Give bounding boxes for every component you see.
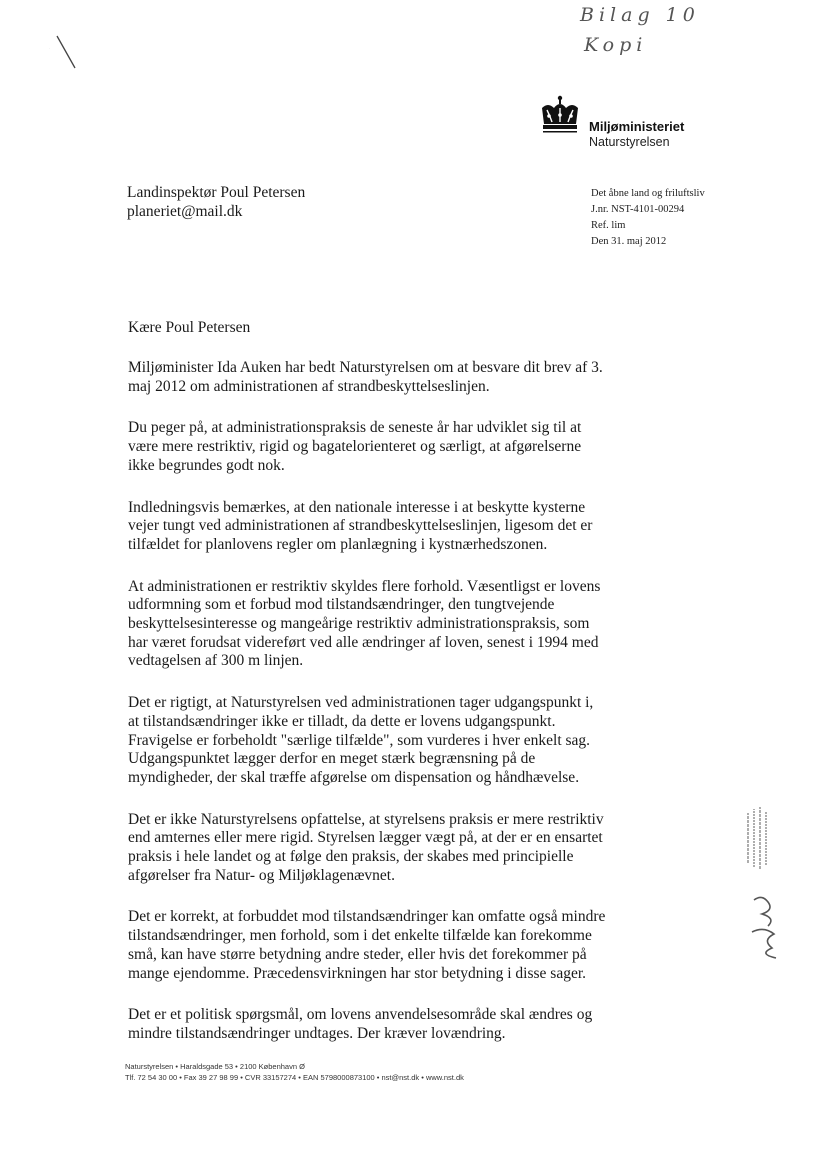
- agency-name: Naturstyrelsen: [589, 135, 670, 149]
- stamp-icon: [742, 805, 770, 871]
- scan-mark-icon: [49, 32, 81, 72]
- footer-contact: Tlf. 72 54 30 00 • Fax 39 27 98 99 • CVR 33157274 • EAN 5798000873100 • nst@nst.dk • www.nst.dk: [125, 1073, 464, 1082]
- paragraph: Miljøminister Ida Auken har bedt Naturstyrelsen om at besvare dit brev af 3. maj 2012 om administrationen af strandbeskyttelseslinjen.: [128, 359, 603, 395]
- handwritten-signature-icon: [748, 892, 782, 962]
- ministry-name: Miljøministeriet: [589, 119, 685, 134]
- handwritten-annotation-line2: Kopi: [584, 34, 648, 56]
- recipient-block: [127, 183, 305, 221]
- recipient-email: planeriet@mail.dk: [127, 203, 243, 220]
- journal-number: J.nr. NST-4101-00294: [591, 204, 685, 215]
- letter-date: Den 31. maj 2012: [591, 236, 667, 247]
- paragraph: Det er korrekt, at forbuddet mod tilstandsændringer kan omfatte også mindre tilstandsændringer, men forhold, som i det enkelte tilfælde kan forekomme små, kan have større betydning andre steder, eller hvis det forekommer på mange ejendomme. Præcedensvirkningen har stor betydning i disse sager.: [128, 908, 606, 982]
- department: Det åbne land og friluftsliv: [591, 188, 705, 199]
- handwritten-annotation-line1: Bilag 10: [580, 4, 700, 26]
- letter-meta: [591, 186, 705, 250]
- paragraph: At administrationen er restriktiv skyldes flere forhold. Væsentligst er lovens udformning som et forbud mod tilstandsændringer, den tungtvejende beskyttelsesinteresse og mangeårige restriktiv administrationspraksis, som har været forudsat videreført ved alle ændringer af loven, senest i 1994 med vedtagelsen af 300 m linjen.: [128, 577, 601, 670]
- paragraph: Det er rigtigt, at Naturstyrelsen ved administrationen tager udgangspunkt i, at tilstandsændringer ikke er tilladt, da dette er lovens udgangspunkt. Fravigelse er forbeholdt "særlige tilfælde", som vurderes i hver enkelt sag. Udgangspunktet lægger derfor en meget stærk begrænsning på de myndigheder, der skal træffe afgørelse om dispensation og håndhævelse.: [128, 694, 594, 786]
- salutation: Kære Poul Petersen: [128, 319, 251, 336]
- paragraph: Det er ikke Naturstyrelsens opfattelse, at styrelsens praksis er mere restriktiv end amternes eller mere rigid. Styrelsen lægger vægt på, at der er en ensartet praksis i hele landet og at følge den praksis, der skabes med principielle afgørelser fra Natur- og Miljøklagenævnet.: [128, 810, 604, 884]
- paragraph: Det er et politisk spørgsmål, om lovens anvendelsesområde skal ændres og mindre tilstandsændringer undtages. Der kræver lovændring.: [128, 1006, 593, 1042]
- reference: Ref. lim: [591, 220, 626, 231]
- footer-address: Naturstyrelsen • Haraldsgade 53 • 2100 København Ø: [125, 1062, 305, 1071]
- letter-body: [128, 359, 606, 1067]
- letter-footer: [125, 1061, 464, 1083]
- recipient-name: Landinspektør Poul Petersen: [127, 184, 306, 201]
- paragraph: Du peger på, at administrationspraksis de seneste år har udviklet sig til at være mere restriktiv, rigid og bagatelorienteret og særligt, at afgørelserne ikke begrundes godt nok.: [128, 419, 582, 474]
- crown-icon: [538, 94, 582, 138]
- paragraph: Indledningsvis bemærkes, at den nationale interesse i at beskytte kysterne vejer tungt ved administrationen af strandbeskyttelseslinjen, ligesom det er tilfældet for planlovens regler om planlægning i kystnærhedszonen.: [128, 498, 593, 553]
